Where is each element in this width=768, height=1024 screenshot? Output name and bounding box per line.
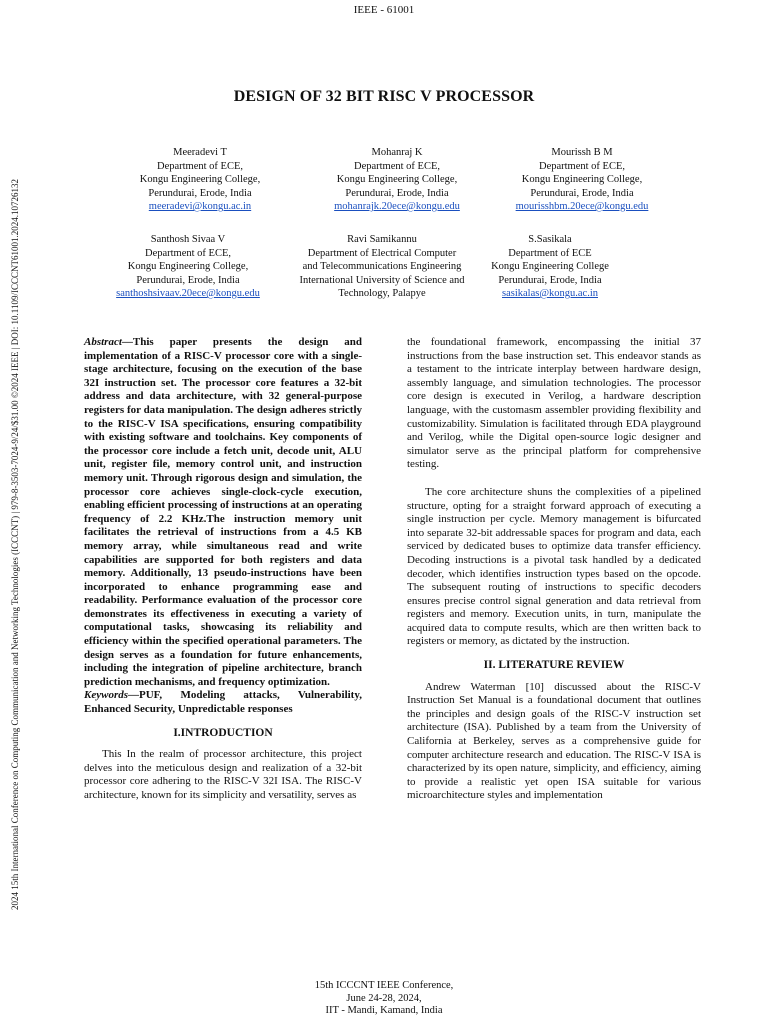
author-dept: Department of ECE <box>508 247 592 259</box>
author-name: Meeradevi T <box>173 147 227 158</box>
author-org: Kongu Engineering College, <box>127 261 249 272</box>
author-org: and Telecommunications Engineering <box>302 261 462 272</box>
right-column <box>407 336 701 803</box>
author-dept: Department of Electrical Computer <box>307 247 457 259</box>
author-name: Ravi Samikannu <box>347 234 417 245</box>
left-column <box>84 336 362 803</box>
author-email-link[interactable]: mourisshbm.20ece@kongu.edu <box>515 201 649 212</box>
author-name: Santhosh Sivaa V <box>150 234 226 245</box>
author-org: Kongu Engineering College, <box>521 174 643 185</box>
abstract-text: —This paper presents the design and implementation of a RISC-V processor core with a single-stage architecture, focusing on the execution of the base 32I instruction set. The processor core features a 32-bit address and data architecture, with 32 general-purpose registers for data manipulation. The design adheres strictly to the RISC-V ISA specifications, ensuring compatibility with existing software and toolchains. Key components of the processor core include a fetch unit, decode unit, ALU unit, register file, memory control unit, and instruction memory unit. Through rigorous design and simulation, the processor core achieves single-clock-cycle execution, enabling efficient processing of instructions at an operating frequency of 2.2 KHz.The instruction memory unit facilitates the retrieval of instructions from a 4.5 KB memory array, while simultaneous read and write capabilities are supported for both registers and data memory. Additionally, 13 pseudo-instructions have been incorporated to enhance programming ease and readability. Performance evaluation of the processor core demonstrates its effectiveness in executing a variety of computational tasks, showcasing its reliability and efficiency within the specified operational parameters. The design serves as a foundation for future enhancements, including the integration of pipeline architecture, branch prediction mechanisms, and frequency optimization. <box>84 336 362 688</box>
footer-line-1: 15th ICCCNT IEEE Conference, <box>314 980 454 991</box>
author-org: Kongu Engineering College, <box>139 174 261 185</box>
author-block-6 <box>440 233 660 301</box>
literature-paragraph-1: Andrew Waterman [10] discussed about the RISC-V Instruction Set Manual is a foundational document that outlines the principles and design goals of the RISC-V instruction set architecture (ISA). Published by a team from the University of California at Berkeley, serves as a comprehensive guide for computer architecture research and education. The RISC-V ISA is characterized by its open nature, simplicity, and efficiency, aiming to provide a realistic yet open ISA suitable for various microarchitecture styles and implementation <box>407 680 701 802</box>
author-block-3 <box>472 146 692 214</box>
intro-paragraph-2: The core architecture shuns the complexities of a pipelined structure, opting for a straight forward approach of executing a single instruction per cycle. Memory management is bifurcated into separate 32-bit addressable spaces for program and data, each serviced by dedicated buses to optimize data transfer efficiency. Decoding instructions is a pivotal task handled by a dedicated decoder, which identifies instruction types based on the opcode. The subsequent routing of instructions to specific decoders ensures precise control signal generation and data retrieval from registers and memory. Execution units, in turn, manipulate the acquired data to compute results, which are then written back to registers or memory, as dictated by the instruction. <box>407 485 701 648</box>
author-location-2: Technology, Palapye <box>338 288 426 299</box>
paper-title: DESIGN OF 32 BIT RISC V PROCESSOR <box>233 88 535 105</box>
author-name: Mourissh B M <box>551 147 613 158</box>
author-dept: Department of ECE, <box>156 160 243 172</box>
author-email-link[interactable]: santhoshsivaav.20ece@kongu.edu <box>116 288 260 299</box>
author-org: Kongu Engineering College, <box>336 174 458 185</box>
section-heading-literature-review: II. LITERATURE REVIEW <box>483 659 625 672</box>
abstract-lead: Abstract <box>84 336 122 348</box>
keywords-lead: Keywords <box>84 689 128 702</box>
keywords <box>84 689 362 716</box>
conference-footer <box>0 980 768 1018</box>
author-location: Perundurai, Erode, India <box>345 187 449 199</box>
author-location: Perundurai, Erode, India <box>136 274 240 286</box>
doi-side-strip: 2024 15th International Conference on Computing Communication and Networking Technologies (ICCCNT) | 979-8-3503-7024-9/24/$31.00 ©2024 IEEE | DOI: 10.1109/ICCCNT61001.2024.10726132 <box>10 179 20 910</box>
keywords-text: —PUF, Modeling attacks, Vulnerability, Enhanced Security, Unpredictable responses <box>84 689 362 716</box>
author-email-link[interactable]: meeradevi@kongu.ac.in <box>148 201 252 212</box>
footer-line-3: IIT - Mandi, Kamand, India <box>325 1005 443 1016</box>
author-location: International University of Science and <box>299 274 465 286</box>
author-location: Perundurai, Erode, India <box>498 274 602 286</box>
author-dept: Department of ECE, <box>538 160 625 172</box>
intro-paragraph-1-continued: the foundational framework, encompassing the initial 37 instructions from the base instruction set. This endeavor stands as a testament to the intricate interplay between hardware design, assembly language, and simulation technologies. The processor core design is executed in Verilog, a hardware description language, with the customasm assembler providing flexibility and customizability. Simulation is facilitated through EDA playground and Verilog, while the Digital open-source logic designer and simulator serve as the principal platform for comprehensive testing. <box>407 336 701 471</box>
abstract <box>84 336 362 689</box>
author-location: Perundurai, Erode, India <box>530 187 634 199</box>
footer-line-2: June 24-28, 2024, <box>346 992 422 1004</box>
author-email-link[interactable]: sasikalas@kongu.ac.in <box>502 288 598 299</box>
author-location: Perundurai, Erode, India <box>148 187 252 199</box>
section-heading-introduction: I.INTRODUCTION <box>173 726 273 739</box>
author-block-1 <box>90 146 310 214</box>
author-email-link[interactable]: mohanrajk.20ece@kongu.edu <box>334 201 460 212</box>
author-name: Mohanraj K <box>371 147 423 158</box>
author-dept: Department of ECE, <box>353 160 440 172</box>
intro-paragraph-1-start: This In the realm of processor architecture, this project delves into the meticulous design and realization of a 32-bit processor core adhering to the RISC-V 32I ISA. The RISC-V architecture, known for its simplicity and versatility, serves as <box>84 748 362 801</box>
author-org: Kongu Engineering College <box>491 261 609 272</box>
author-name: S.Sasikala <box>528 234 572 245</box>
author-dept: Department of ECE, <box>144 247 231 259</box>
conference-id: IEEE - 61001 <box>353 4 415 16</box>
